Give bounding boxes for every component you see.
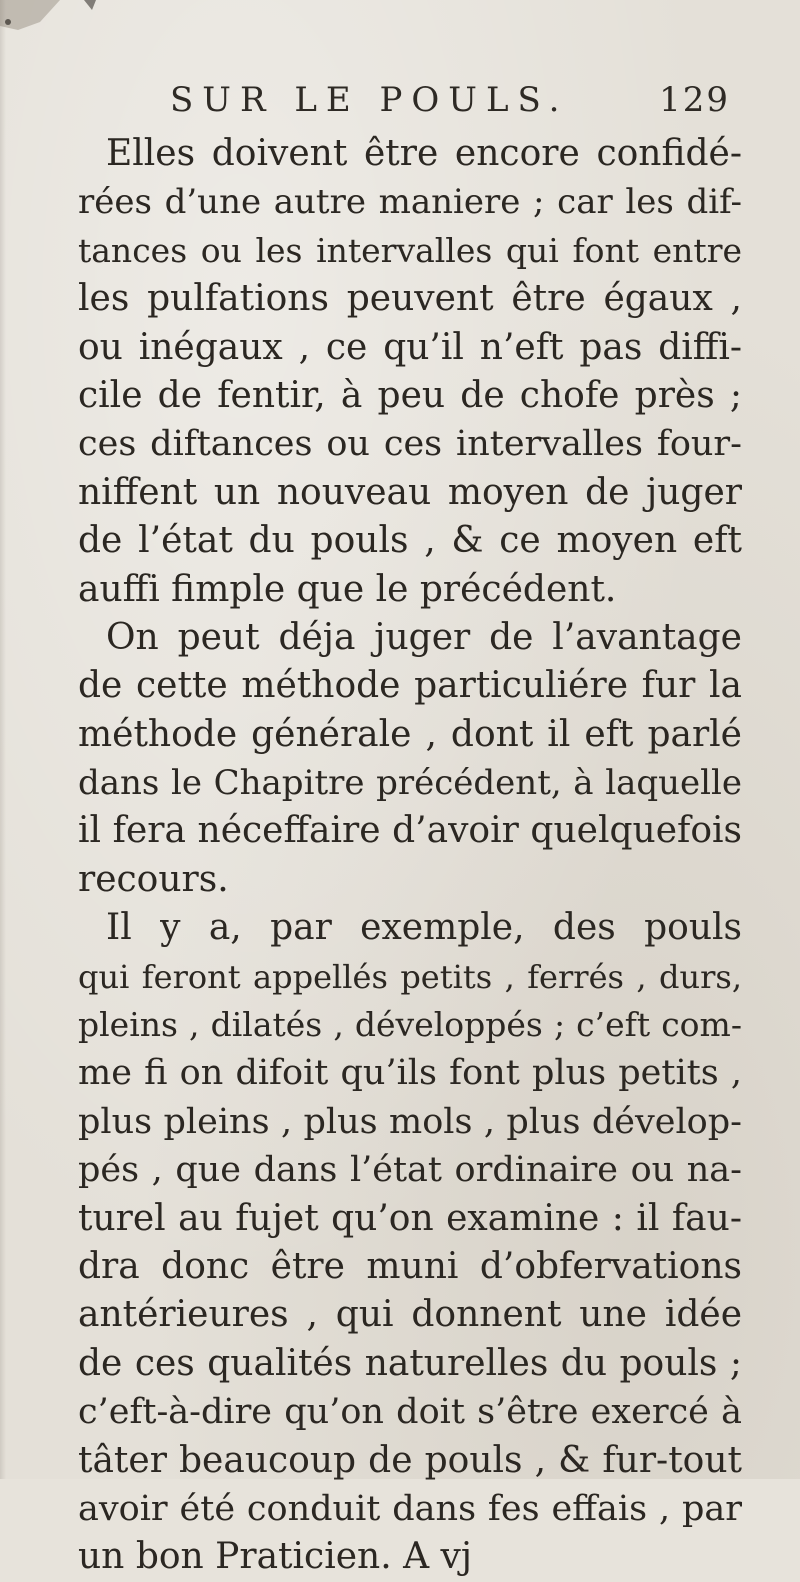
text-line: pleins , dilatés , développés ; c’eft com- [78,1005,742,1045]
text-line: turel au fujet qu’on examine : il fau- [78,1197,742,1239]
text-line: dans le Chapitre précédent, à laquelle [78,763,742,804]
text-line: les pulfations peuvent être égaux , [78,278,742,320]
text-line: c’eft-à-dire qu’on doit s’être exercé à [78,1392,742,1433]
text-line: de l’état du pouls , & ce moyen eft [78,520,742,562]
text-line: rées d’une autre maniere ; car les dif- [78,182,742,223]
text-line: de cette méthode particuliére fur la [78,665,742,707]
text-line: On peut déja juger de l’avantage [106,616,742,658]
page-number: 129 [659,80,730,120]
running-title: SUR LE POULS. [170,80,569,120]
text-line: ces diftances ou ces intervalles four- [78,424,742,465]
text-line: avoir été conduit dans fes effais , par [78,1488,742,1529]
text-line: plus pleins , plus mols , plus dévelop- [78,1101,742,1142]
corner-stain-icon [0,0,140,60]
text-line: pés , que dans l’état ordinaire ou na- [78,1150,742,1191]
text-line: me fi on difoit qu’ils font plus petits , [78,1053,742,1094]
text-line: cile de fentir, à peu de chofe près ; [78,374,742,416]
text-line: tances ou les intervalles qui font entre [78,230,742,270]
text-line: tâter beaucoup de pouls , & fur-tout [78,1439,742,1481]
text-line: ou inégaux , ce qu’il n’eft pas diffi- [78,326,742,368]
text-line: qui feront appellés petits , ferrés , durs, [78,957,742,996]
body-text [78,130,742,1582]
text-line: un bon Praticien. A vj [78,1536,473,1578]
text-line: niffent un nouveau moyen de juger [78,471,742,513]
text-line: auffi fimple que le précédent. [78,568,617,610]
text-line: il fera néceffaire d’avoir quelquefois [78,810,742,852]
page-header [170,80,730,124]
text-line: dra donc être muni d’obfervations [78,1245,742,1287]
text-line: antérieures , qui donnent une idée [78,1294,742,1336]
text-line: Elles doivent être encore confidé- [106,133,742,174]
text-line: de ces qualités naturelles du pouls ; [78,1342,742,1384]
text-line: méthode générale , dont il eft parlé [78,713,742,755]
page-edge-shadow [0,0,6,1479]
text-line: Il y a, par exemple, des pouls [106,907,742,949]
text-line: recours. [78,858,229,900]
